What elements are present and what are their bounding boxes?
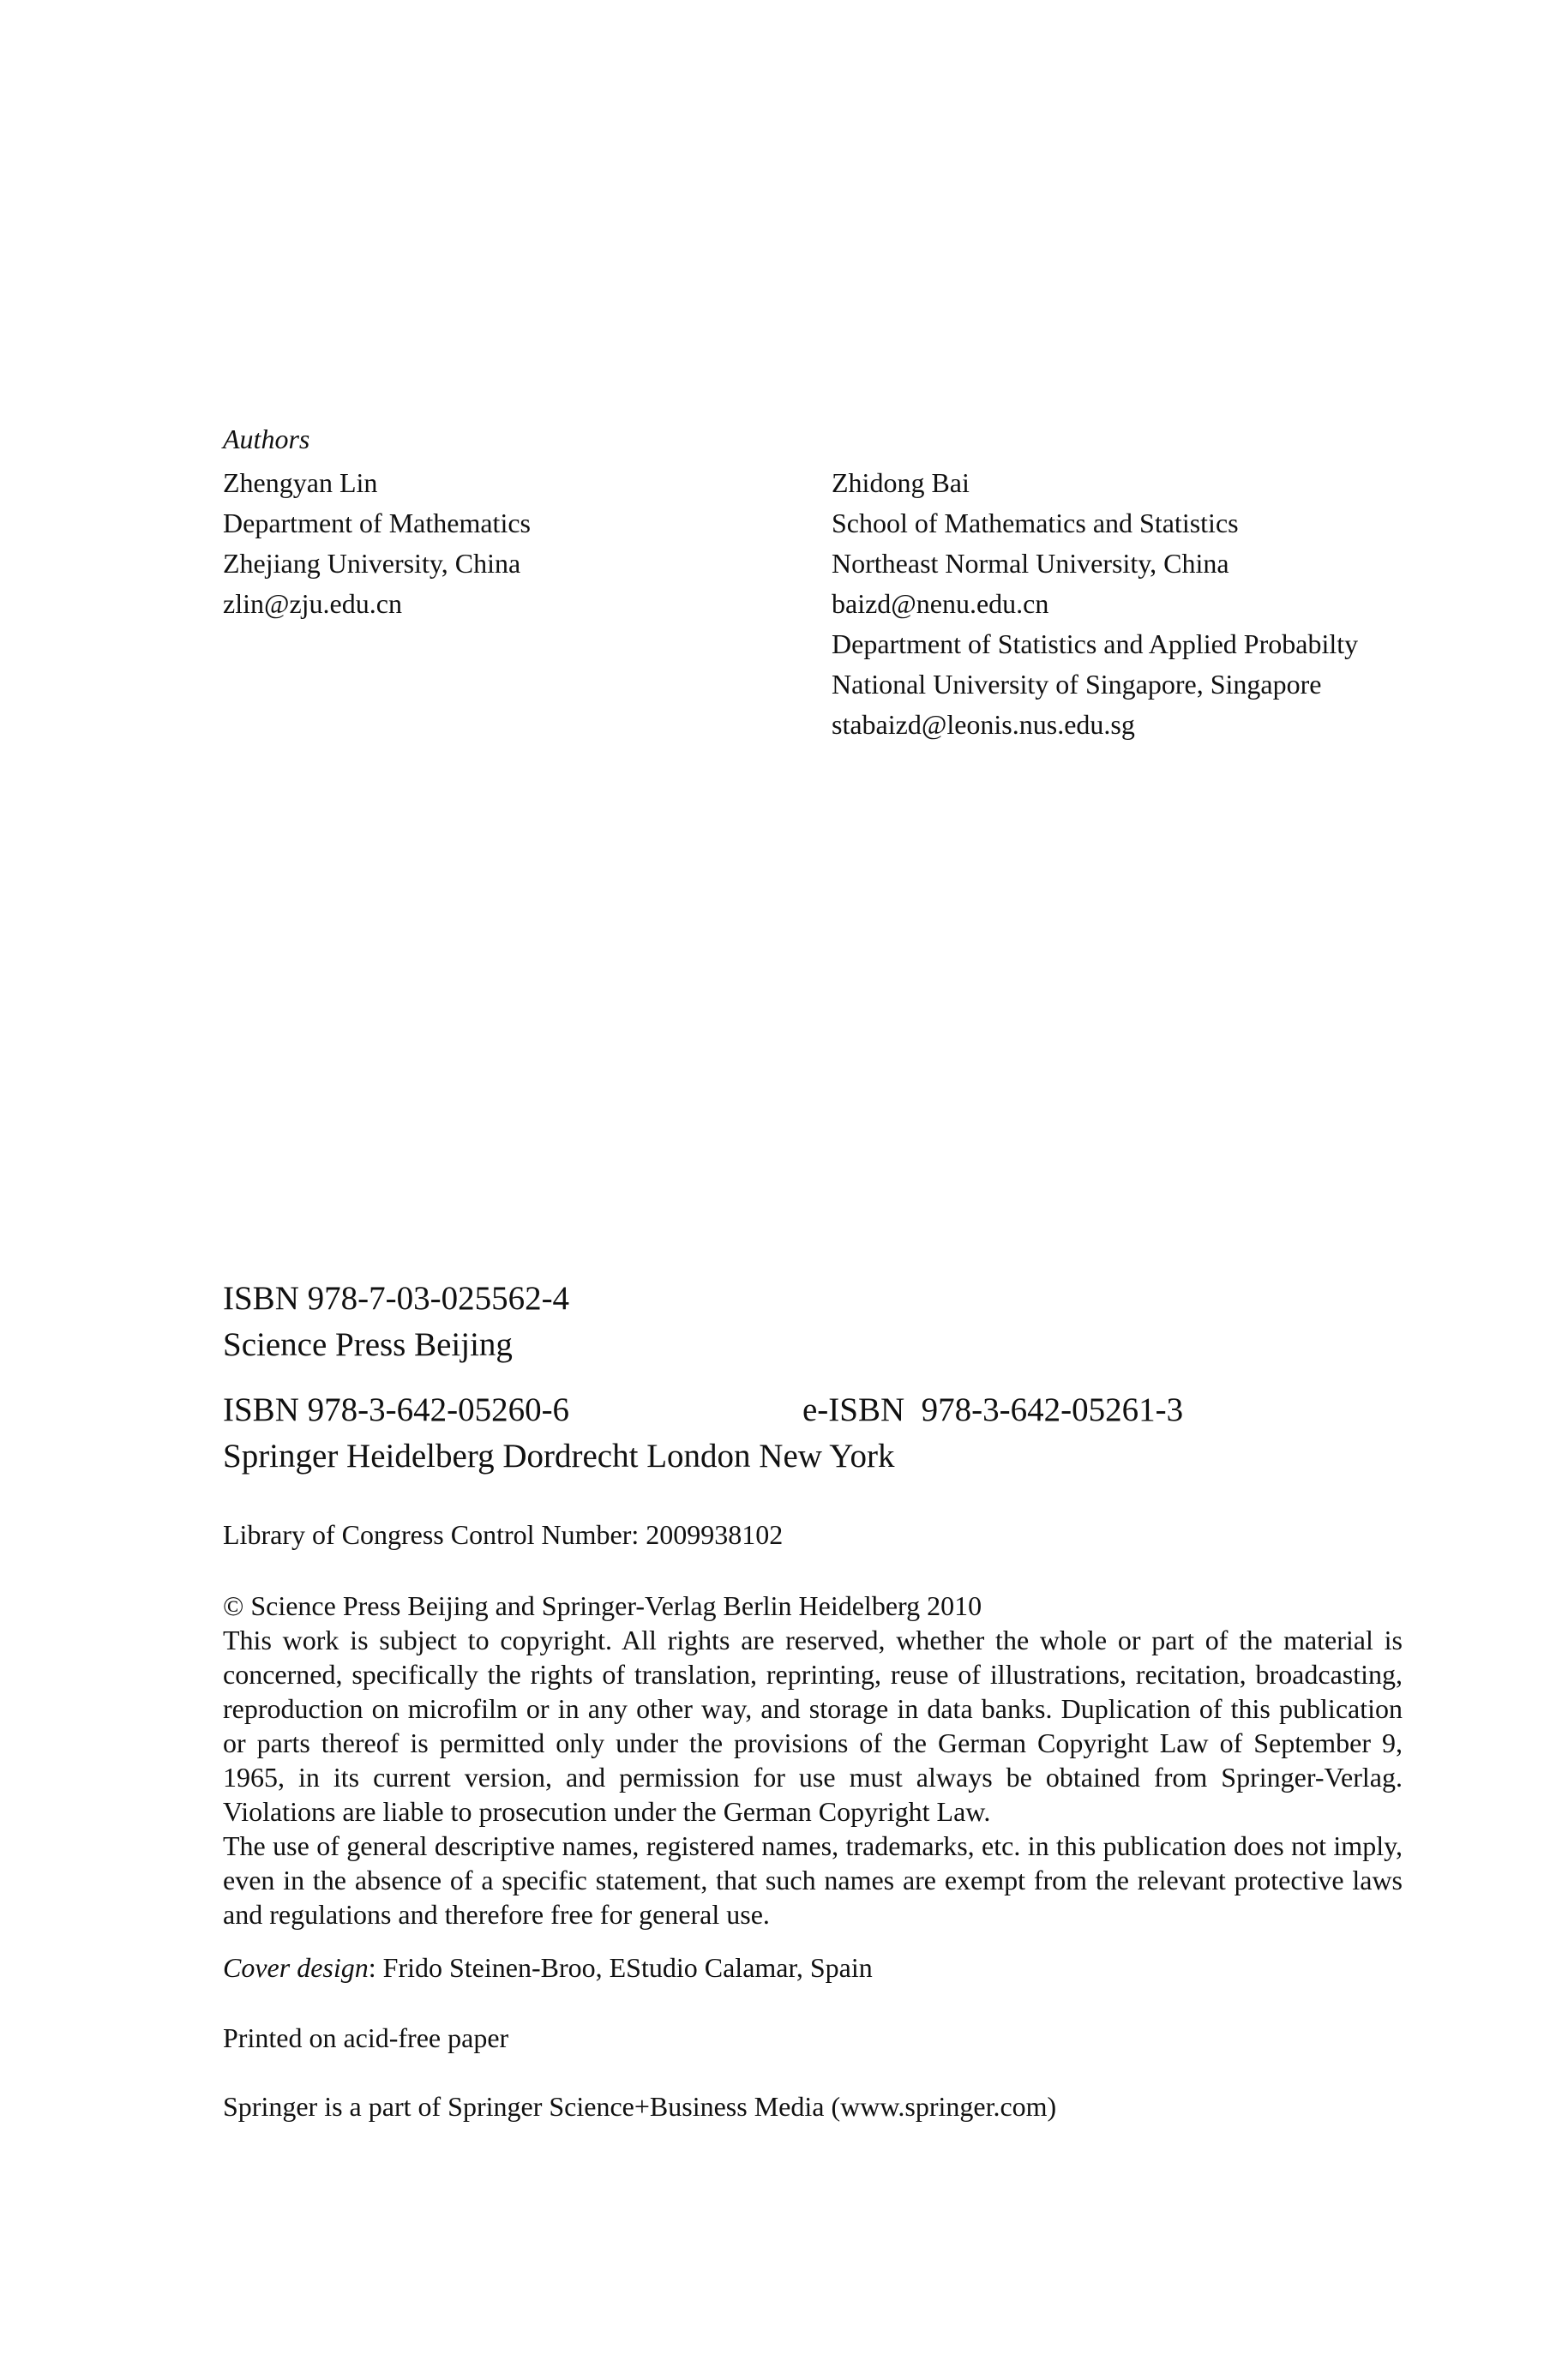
author-right-email1: baizd@nenu.edu.cn bbox=[832, 588, 1049, 619]
author-left-univ: Zhejiang University, China bbox=[223, 548, 521, 579]
library-of-congress: Library of Congress Control Number: 2009938102 bbox=[223, 1519, 784, 1550]
authors-heading: Authors bbox=[223, 424, 310, 454]
cover-design-text: : Frido Steinen-Broo, EStudio Calamar, Spain bbox=[368, 1952, 873, 1983]
author-left-email: zlin@zju.edu.cn bbox=[223, 588, 402, 619]
cover-design-label: Cover design bbox=[223, 1952, 369, 1983]
author-right-email2: stabaizd@leonis.nus.edu.sg bbox=[832, 709, 1135, 740]
isbn-science-press-number: ISBN 978-7-03-025562-4 bbox=[223, 1280, 570, 1317]
author-right-name: Zhidong Bai bbox=[832, 467, 970, 498]
copyright-paragraph-2: The use of general descriptive names, registered names, trademarks, etc. in this publication does not imply, even in the absence of a specific statement, that such names are exempt from the relevant protective laws and regulations and therefore free for general use. bbox=[223, 1830, 1403, 1930]
isbn-springer-publisher: Springer Heidelberg Dordrecht London New York bbox=[223, 1438, 895, 1475]
author-right-univ1: Northeast Normal University, China bbox=[832, 548, 1229, 579]
acid-free-note: Printed on acid-free paper bbox=[223, 2022, 509, 2053]
author-right bbox=[832, 463, 1358, 745]
copyright-paragraph-1: This work is subject to copyright. All rights are reserved, whether the whole or part of the material is concerned, specifically the rights of translation, reprinting, reuse of illustrations, recitation, broadcasting, reproduction on microfilm or in any other way, and storage in data banks. Duplication of this publication or parts thereof is permitted only under the provisions of the German Copyright Law of September 9, 1965, in its current version, and permission for use must always be obtained from Springer-Verlag. Violations are liable to prosecution under the German Copyright Law. bbox=[223, 1625, 1403, 1827]
copyright-block bbox=[223, 1589, 1403, 1931]
isbn-springer-number: ISBN 978-3-642-05260-6 bbox=[223, 1391, 570, 1428]
eisbn-springer-number: e-ISBN 978-3-642-05261-3 bbox=[802, 1391, 1184, 1428]
springer-part-note: Springer is a part of Springer Science+Business Media (www.springer.com) bbox=[223, 2091, 1057, 2122]
author-left-dept: Department of Mathematics bbox=[223, 508, 531, 538]
author-left-name: Zhengyan Lin bbox=[223, 467, 378, 498]
author-right-dept1: School of Mathematics and Statistics bbox=[832, 508, 1239, 538]
author-right-univ2: National University of Singapore, Singapore bbox=[832, 669, 1322, 700]
cover-design bbox=[223, 1950, 1403, 1985]
isbn-springer bbox=[223, 1387, 1423, 1480]
isbn-science-press bbox=[223, 1276, 569, 1368]
author-right-dept2: Department of Statistics and Applied Probabilty bbox=[832, 628, 1359, 659]
isbn-science-press-publisher: Science Press Beijing bbox=[223, 1326, 513, 1363]
author-left bbox=[223, 463, 531, 624]
copyright-line: © Science Press Beijing and Springer-Verlag Berlin Heidelberg 2010 bbox=[223, 1590, 982, 1621]
